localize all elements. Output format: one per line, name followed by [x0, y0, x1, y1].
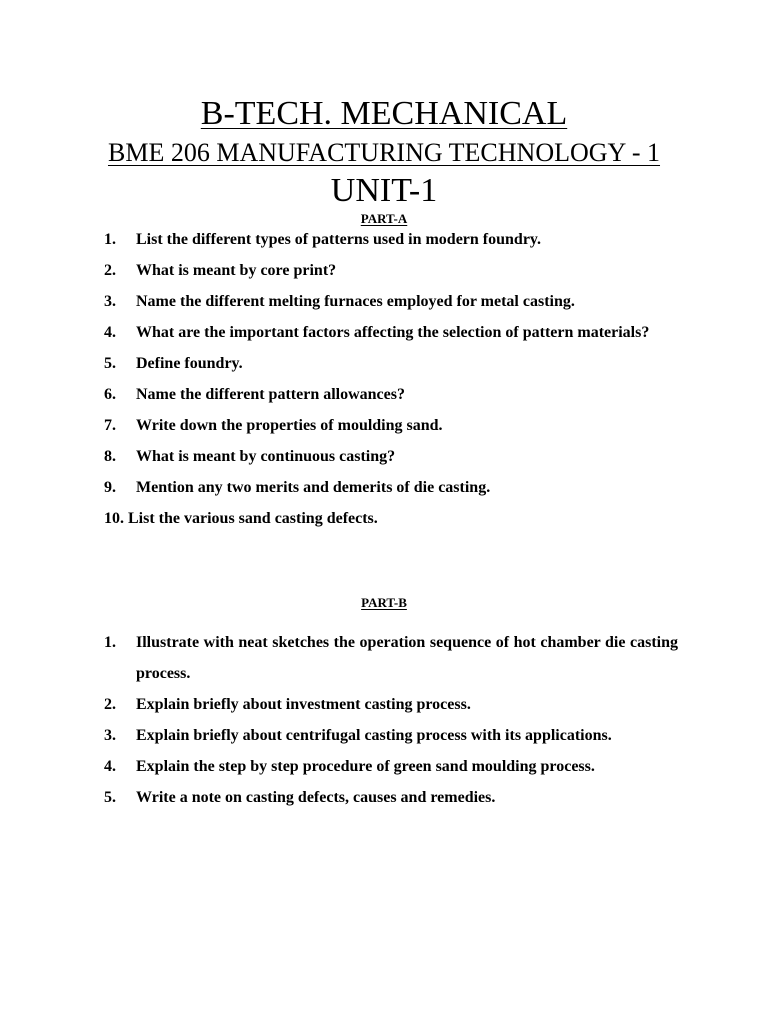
part-a-heading-text: PART-A — [360, 211, 408, 226]
question-item — [104, 627, 678, 689]
question-item — [104, 286, 678, 317]
question-number: 4. — [104, 758, 116, 775]
question-number: 2. — [104, 696, 116, 713]
question-text: List the different types of patterns used in modern foundry. — [136, 231, 542, 248]
question-number: 8. — [104, 448, 116, 465]
question-item — [104, 441, 678, 472]
question-text: Explain briefly about centrifugal casting process with its applications. — [136, 727, 612, 744]
question-number: 3. — [104, 727, 116, 744]
question-text: Name the different pattern allowances? — [136, 386, 405, 403]
question-number: 1. — [104, 231, 116, 248]
question-number: 6. — [104, 386, 116, 403]
question-text: Define foundry. — [136, 355, 243, 372]
question-number: 5. — [104, 789, 116, 806]
question-number: 1. — [104, 634, 116, 651]
question-number: 9. — [104, 479, 116, 496]
question-item — [104, 782, 678, 813]
question-item — [104, 751, 678, 782]
question-item — [104, 379, 678, 410]
unit-title-text: UNIT-1 — [330, 172, 438, 209]
question-number: 5. — [104, 355, 116, 372]
question-number: 10. — [104, 510, 124, 527]
course-title-text: BME 206 MANUFACTURING TECHNOLOGY - 1 — [107, 138, 661, 167]
question-text: Write down the properties of moulding sand. — [136, 417, 443, 434]
question-item — [104, 689, 678, 720]
question-item — [104, 503, 678, 534]
part-b-heading — [0, 595, 768, 611]
course-title — [0, 136, 768, 170]
question-text: Name the different melting furnaces employed for metal casting. — [136, 293, 575, 310]
question-text: What are the important factors affecting the selection of pattern materials? — [136, 324, 650, 341]
question-text: Explain the step by step procedure of green sand moulding process. — [136, 758, 595, 775]
part-a-question-list — [104, 224, 678, 534]
unit-title — [0, 170, 768, 212]
main-title — [0, 92, 768, 136]
question-item — [104, 720, 678, 751]
question-number: 2. — [104, 262, 116, 279]
question-text: Mention any two merits and demerits of die casting. — [136, 479, 491, 496]
question-item — [104, 472, 678, 503]
question-text: Write a note on casting defects, causes and remedies. — [136, 789, 496, 806]
question-number: 7. — [104, 417, 116, 434]
question-number: 3. — [104, 293, 116, 310]
question-item — [104, 348, 678, 379]
question-text: List the various sand casting defects. — [128, 510, 378, 527]
question-item — [104, 224, 678, 255]
question-text: Illustrate with neat sketches the operation sequence of hot chamber die casting process. — [136, 634, 678, 682]
question-item — [104, 410, 678, 441]
question-text: Explain briefly about investment casting process. — [136, 696, 471, 713]
question-item — [104, 317, 678, 348]
part-b-heading-text: PART-B — [361, 595, 407, 610]
main-title-text: B-TECH. MECHANICAL — [200, 95, 568, 132]
question-item — [104, 255, 678, 286]
question-text: What is meant by core print? — [136, 262, 337, 279]
question-text: What is meant by continuous casting? — [136, 448, 396, 465]
part-b-question-list — [104, 627, 678, 813]
question-number: 4. — [104, 324, 116, 341]
